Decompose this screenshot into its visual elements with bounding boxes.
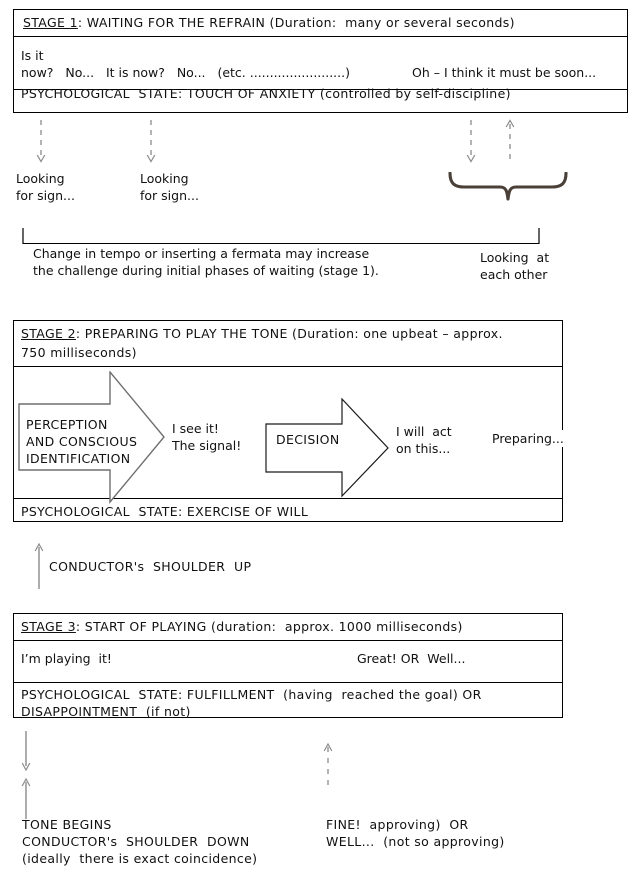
looking-at-each-other-line-1: Looking at bbox=[480, 250, 550, 265]
dashed-down-arrow-icon bbox=[34, 120, 48, 166]
underbrace-icon bbox=[448, 172, 568, 202]
stage-1-body-line-2: now? No... It is now? No... (etc. ........................) bbox=[21, 65, 350, 80]
i-see-it-line-2: The signal! bbox=[172, 438, 242, 453]
span-note-line-1: Change in tempo or inserting a fermata may increase bbox=[33, 246, 370, 261]
bottom-right-line-1: FINE! approving) OR bbox=[326, 817, 469, 832]
dashed-up-arrow-icon bbox=[321, 741, 335, 789]
stage-2-header bbox=[21, 325, 503, 342]
stage-1-header bbox=[23, 14, 515, 31]
perception-label-line-1: PERCEPTION bbox=[26, 417, 108, 432]
stage-3-body-left: I’m playing it! bbox=[21, 651, 112, 666]
stage-1-header-rest: : WAITING FOR THE REFRAIN (Duration: many or several seconds) bbox=[77, 15, 515, 30]
stage-3-header bbox=[21, 618, 463, 635]
bottom-left-line-1: TONE BEGINS bbox=[22, 817, 112, 832]
span-bar-icon bbox=[22, 228, 542, 246]
stage-1-psychological-state: PSYCHOLOGICAL STATE: TOUCH OF ANXIETY (controlled by self-discipline) bbox=[21, 86, 511, 101]
bottom-left-line-2: CONDUCTOR's SHOULDER DOWN bbox=[22, 834, 250, 849]
looking-for-sign-1-line-1: Looking bbox=[16, 171, 65, 186]
solid-up-arrow-icon bbox=[32, 542, 46, 590]
dashed-down-arrow-icon bbox=[464, 120, 478, 166]
stage-2-header-line-2: 750 milliseconds) bbox=[21, 345, 137, 360]
stage-3-label: STAGE 3 bbox=[21, 619, 76, 634]
looking-for-sign-2-line-2: for sign... bbox=[140, 188, 199, 203]
stage-1-header-divider bbox=[14, 36, 627, 37]
preparing-label: Preparing... bbox=[492, 431, 564, 446]
stage-1-label: STAGE 1 bbox=[23, 15, 78, 30]
stage-3-header-rest: : START OF PLAYING (duration: approx. 1000 milliseconds) bbox=[75, 619, 463, 634]
stage-3-body-right: Great! OR Well... bbox=[357, 651, 466, 666]
bottom-right-line-2: WELL... (not so approving) bbox=[326, 834, 505, 849]
looking-at-each-other-line-2: each other bbox=[480, 267, 548, 282]
i-will-act-line-2: on this... bbox=[396, 441, 451, 456]
stage-3-psychological-state-line-2: DISAPPOINTMENT (if not) bbox=[21, 704, 191, 719]
stage-1-body-right: Oh – I think it must be soon... bbox=[412, 65, 597, 80]
stage-2-header-rest: : PREPARING TO PLAY THE TONE (Duration: one upbeat – approx. bbox=[75, 326, 503, 341]
stage-3-header-divider bbox=[14, 640, 562, 641]
span-note-line-2: the challenge during initial phases of waiting (stage 1). bbox=[33, 263, 379, 278]
decision-label: DECISION bbox=[276, 432, 340, 447]
looking-for-sign-2-line-1: Looking bbox=[140, 171, 189, 186]
i-will-act-line-1: I will act bbox=[396, 424, 452, 439]
stage-1-body-line-1: Is it bbox=[21, 48, 44, 63]
looking-for-sign-1-line-2: for sign... bbox=[16, 188, 75, 203]
stage-2-psychological-state: PSYCHOLOGICAL STATE: EXERCISE OF WILL bbox=[21, 504, 309, 519]
solid-up-arrow-icon bbox=[19, 776, 33, 820]
dashed-down-arrow-icon bbox=[144, 120, 158, 166]
i-see-it-line-1: I see it! bbox=[172, 421, 219, 436]
dashed-up-arrow-icon bbox=[503, 118, 517, 166]
perception-label-line-2: AND CONSCIOUS bbox=[26, 434, 138, 449]
stage-2-label: STAGE 2 bbox=[21, 326, 76, 341]
stage-3-psych-divider bbox=[14, 682, 562, 683]
block-arrow-icon bbox=[265, 398, 390, 498]
stage-2-header-divider bbox=[14, 366, 562, 367]
perception-label-line-3: IDENTIFICATION bbox=[26, 451, 131, 466]
bottom-left-line-3: (ideally there is exact coincidence) bbox=[22, 851, 258, 866]
stage-3-psychological-state-line-1: PSYCHOLOGICAL STATE: FULFILLMENT (having reached the goal) OR bbox=[21, 687, 482, 702]
solid-down-arrow-icon bbox=[19, 731, 33, 773]
conductor-shoulder-up-label: CONDUCTOR's SHOULDER UP bbox=[49, 559, 252, 574]
